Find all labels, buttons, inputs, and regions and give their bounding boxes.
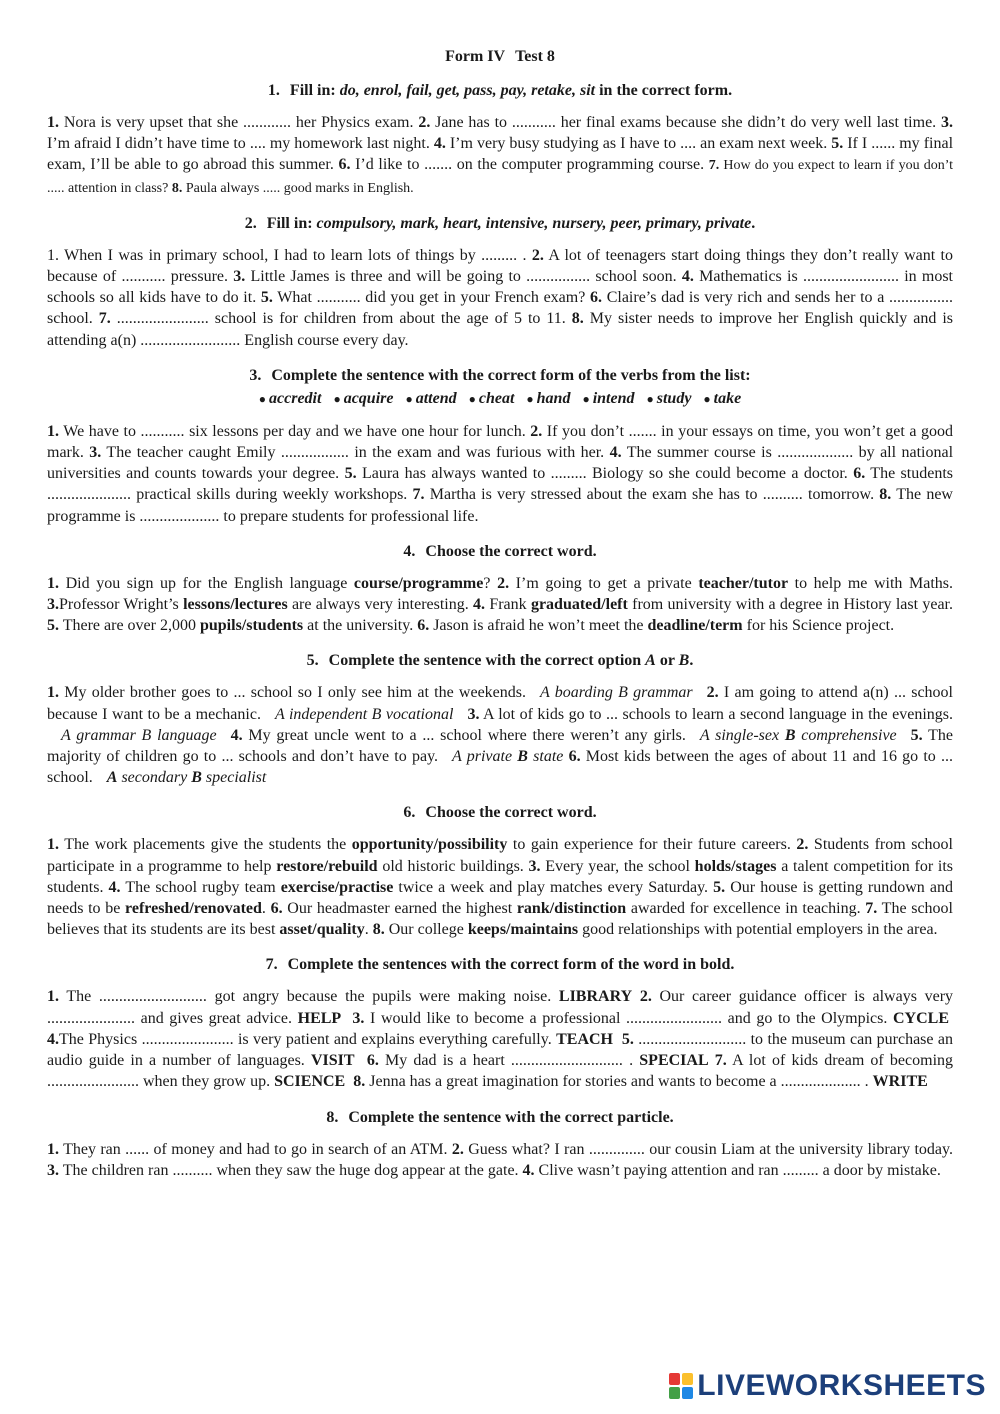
logo-square — [669, 1387, 680, 1399]
verb-item: ● intend — [582, 389, 635, 407]
section-4-text: 1. Did you sign up for the English language course/programme? 2. I’m going to get a private teacher/tutor to help me with Maths. 3.Professor Wright’s lessons/lectures are always very interesting. 4. Frank graduated/left from university with a degree in History last year. 5. There are over 2,000 pupils/students at the university. 6. Jason is afraid he won’t meet the deadline/term for his Science project. — [47, 574, 954, 635]
section-2-text: 1. When I was in primary school, I had to learn lots of things by ......... . 2. A lot of teenagers start doing things they don’t really want to because of ........... pressure. 3. Little James is three and will be going to ................ school soon. 4. Mathematics is ........................ in most schools so all kids have to do it. 5. What ........... did you get in your French exam? 6. Claire’s dad is very rich and sends her to a ................ school. 7. ....................... school is for children from about the age of 5 to 11. 8. My sister needs to improve her English quickly and is attending a(n) ......................... English course every day. — [47, 246, 954, 349]
page-title — [47, 46, 953, 68]
section-number: 1. — [267, 82, 280, 99]
bullet-icon: ● — [646, 391, 654, 406]
form-label: Form IV — [445, 48, 506, 65]
section-8-text: 1. They ran ...... of money and had to go in search of an ATM. 2. Guess what? I ran .............. our cousin Liam at the university library today. 3. The children ran .......... when they saw the huge dog appear at the gate. 4. Clive wasn’t paying attention and ran ......... a door by mistake. — [47, 1140, 953, 1179]
section-5-text: 1. My older brother goes to ... school so I only see him at the weekends. A boarding B grammar 2. I am going to attend a(n) ... school because I want to be a mechanic. A independent B vocational 3. A lot of kids go to ... schools to learn a second language in the evenings.A grammar B language 4. My great uncle went to a ... school where there weren’t any girls. A single-sex B comprehensive 5. The majority of children go to ... schools and don’t have to pay. A private B state 6. Most kids between the ages of about 11 and 16 go to ... school. A secondary B specialist — [47, 684, 954, 787]
bullet-icon: ● — [405, 391, 413, 406]
worksheet-page — [47, 46, 953, 1195]
word-list: do, enrol, fail, get, pass, pay, retake, sit — [339, 82, 596, 99]
verb-item: ● cheat — [468, 389, 515, 407]
section-number: 5. — [306, 652, 319, 670]
section-5-heading: 5. Complete the sentence with the correct option A or B. — [306, 652, 694, 670]
logo-square — [682, 1387, 693, 1399]
bullet-icon: ● — [468, 391, 476, 406]
section-number: 3. — [249, 366, 262, 384]
section-8-heading: 8. Complete the sentence with the correct particle. — [326, 1108, 674, 1126]
liveworksheets-logo[interactable] — [669, 1370, 986, 1402]
test-label: Test 8 — [515, 48, 555, 65]
section-6-heading: 6. Choose the correct word. — [403, 804, 597, 822]
section-number: 6. — [403, 804, 416, 822]
section-number: 4. — [403, 542, 416, 560]
logo-square — [669, 1373, 680, 1385]
section-1-heading: 1. Fill in: do, enrol, fail, get, pass, pay, retake, sit in the correct form. — [267, 82, 733, 99]
section-3-heading: 3. Complete the sentence with the correct form of the verbs from the list: — [249, 366, 751, 384]
section-3-text: 1. We have to ........... six lessons per day and we have one hour for lunch. 2. If you don’t ....... in your essays on time, you won’t get a good mark. 3. The teacher caught Emily ................. in the exam and was furious with her. 4. The summer course is ................... by all national universities and counts towards your degree. 5. Laura has always wanted to ......... Biology so she could become a doctor. 6. The students ..................... practical skills during weekly workshops. 7. Martha is very stressed about the exam she has to .......... tomorrow. 8. The new programme is .................... to prepare students for professional life. — [47, 422, 954, 525]
section-4-heading: 4. Choose the correct word. — [403, 542, 597, 560]
section-7-text: 1. The ........................... got angry because the pupils were making noise. LIBRARY 2. Our career guidance officer is always very ...................... and gives great advice. HELP 3. I would like to become a professional ........................ and go to the Olympics. CYCLE 4.The Physics ....................... is very patient and explains everything carefully. TEACH 5. ........................... to the museum can purchase an audio guide in a number of languages. VISIT 6. My dad is a heart ............................ . SPECIAL 7. A lot of kids dream of becoming ....................... when they grow up. SCIENCE 8. Jenna has a great imagination for stories and wants to become a .................... . WRITE — [47, 988, 954, 1091]
verb-item: ● hand — [526, 389, 571, 407]
verb-list — [47, 388, 953, 410]
verb-item: ● take — [703, 389, 742, 407]
section-6-text: 1. The work placements give the students the opportunity/possibility to gain experience for their future careers. 2. Students from school participate in a programme to help restore/rebuild old historic buildings. 3. Every year, the school holds/stages a talent competition for its students. 4. The school rugby team exercise/practise twice a week and play matches every Saturday. 5. Our house is getting rundown and needs to be refreshed/renovated. 6. Our headmaster earned the highest rank/distinction awarded for excellence in teaching. 7. The school believes that its students are its best asset/quality. 8. Our college keeps/maintains good relationships with potential employers in the area. — [47, 836, 954, 939]
logo-text: LIVEWORKSHEETS — [697, 1369, 986, 1402]
verb-item: ● accredit — [258, 389, 322, 407]
bullet-icon: ● — [582, 391, 590, 406]
bullet-icon: ● — [703, 391, 711, 406]
bullet-icon: ● — [333, 391, 341, 406]
verb-item: ● acquire — [333, 389, 394, 407]
section-number: 7. — [265, 956, 278, 974]
logo-square — [682, 1373, 693, 1385]
section-7-heading: 7. Complete the sentences with the correct form of the word in bold. — [265, 956, 735, 974]
verb-item: ● attend — [405, 389, 457, 407]
verb-item: ● study — [646, 389, 692, 407]
word-list: compulsory, mark, heart, intensive, nursery, peer, primary, private — [316, 214, 752, 232]
section-1-text: 1. Nora is very upset that she ............ her Physics exam. 2. Jane has to ........... her final exams because she didn’t do very well last time. 3. I’m afraid I didn’t have time to .... my homework last night. 4. I’m very busy studying as I have to .... an exam next week. 5. If I ...... my final exam, I’ll be able to go abroad this summer. 6. I’d like to ....... on the computer programming course. 7. How do you expect to learn if you don’t ..... attention in class? 8. Paula always ..... good marks in English. — [47, 114, 954, 196]
section-2-heading: 2. Fill in: compulsory, mark, heart, intensive, nursery, peer, primary, private. — [244, 214, 756, 232]
section-number: 2. — [244, 214, 257, 232]
bullet-icon: ● — [526, 391, 534, 406]
bullet-icon: ● — [258, 391, 267, 406]
section-number: 8. — [326, 1108, 339, 1126]
logo-grid-icon — [669, 1373, 693, 1399]
